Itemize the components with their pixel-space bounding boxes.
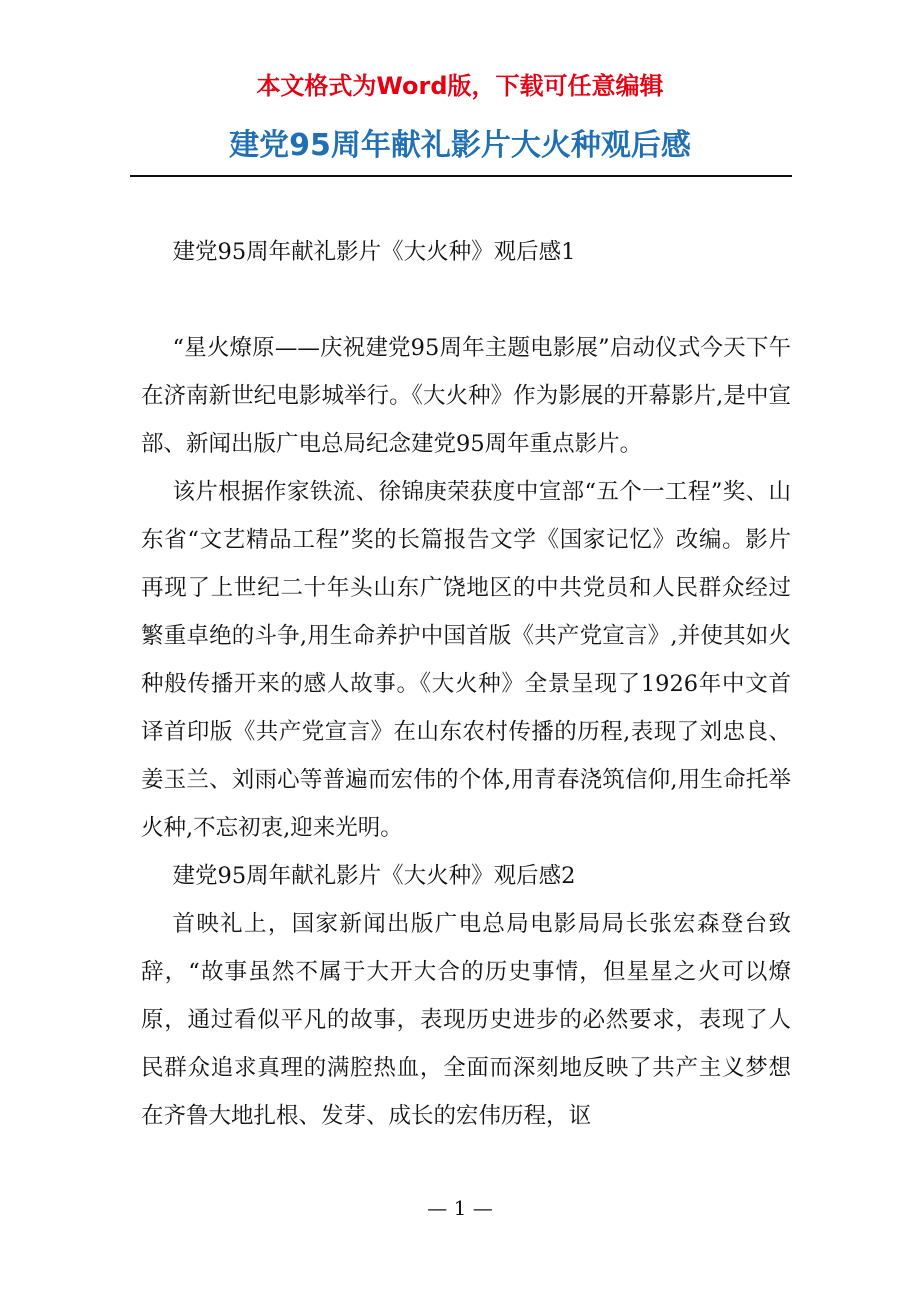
body-paragraph: 首映礼上，国家新闻出版广电总局电影局局长张宏森登台致辞，“故事虽然不属于大开大合的历史事情，但星星之火可以燎原，通过看似平凡的故事，表现历史进步的必然要求，表现了人民群众追求真理的满腔热血，全面而深刻地反映了共产主义梦想在齐鲁大地扎根、发芽、成长的宏伟历程，讴 <box>141 911 791 1129</box>
body-paragraph: 该片根据作家铁流、徐锦庚荣获度中宣部“五个一工程”奖、山东省“文艺精品工程”奖的长篇报告文学《国家记忆》改编。影片再现了上世纪二十年头山东广饶地区的中共党员和人民群众经过繁重卓绝的斗争,用生命养护中国首版《共产党宣言》,并使其如火种般传播开来的感人故事。《大火种》全景呈现了1926年中文首译首印版《共产党宣言》在山东农村传播的历程,表现了刘忠良、姜玉兰、刘雨心等普遍而宏伟的个体,用青春浇筑信仰,用生命托举火种,不忘初衷,迎来光明。 <box>141 479 791 841</box>
section-heading-2: 建党95周年献礼影片《大火种》观后感2 <box>172 863 576 889</box>
document-title: 建党95周年献礼影片大火种观后感 <box>229 128 691 163</box>
section-heading-1: 建党95周年献礼影片《大火种》观后感1 <box>172 239 576 265</box>
title-divider <box>130 175 792 177</box>
word-format-banner: 本文格式为Word版，下载可任意编辑 <box>256 72 664 100</box>
document-body <box>141 228 791 1140</box>
page-number: — 1 — <box>427 1196 493 1220</box>
body-paragraph: “星火燎原——庆祝建党95周年主题电影展”启动仪式今天下午在济南新世纪电影城举行。《大火种》作为影展的开幕影片,是中宣部、新闻出版广电总局纪念建党95周年重点影片。 <box>141 335 791 457</box>
